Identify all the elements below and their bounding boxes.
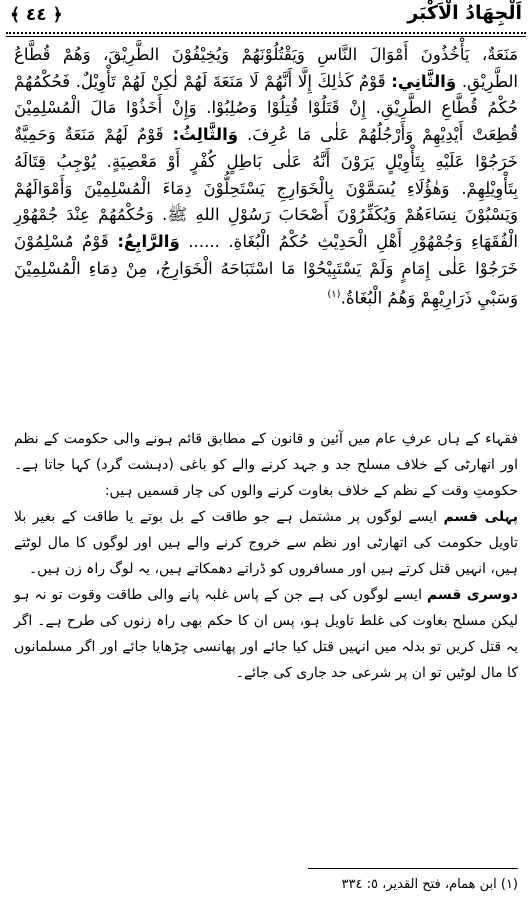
arabic-part-1: مَنَعَةٌ، يَأْخُذُونَ أَمْوَالَ النَّاسِ وَيَقْتُلُوْنَهُمْ وَيُخِيْفُوْنَ الطَّرِيْقَ، وَهُمْ قُطَّاعُ الطَّرِيْقِ. <box>14 45 518 91</box>
header-divider <box>6 32 526 34</box>
urdu-para3-text: ایسے لوگوں کی ہے جن کے پاس غلبہ پانے والی طاقت وقوت تو نہ ہو لیکن مسلح بغاوت کی غلط تاویل ہو، پس ان کا حکم بھی راہ زنوں کی طرح ہے۔ اگر یہ قتل کریں تو بدلہ میں انہیں قتل کیا جائے اور پھانسی چڑھایا جائے اور اگر مسلمانوں کا مال لوٹیں تو ان پر شرعی حد جاری کی جائے۔ <box>14 587 518 681</box>
urdu-paragraph-2 <box>14 504 518 582</box>
urdu-para2-text: ایسے لوگوں پر مشتمل ہے جو طاقت کے بل بوتے یا طاقت کے بغیر بلا تاویل حکومت کی اتھارٹی اور نظم سے خروج کرنے والے ہیں اور لوگوں کا مال لوٹتے ہیں، انہیں قتل کرتے ہیں اور مسافروں کو ڈراتے دھمکاتے ہیں، یہ لوگ راہ زن ہیں۔ <box>14 509 518 577</box>
footnote: (١) ابن همام، فتح القدير، ٥: ٣٣٤ <box>341 877 518 892</box>
page-number: ﴿ ٤٤ ﴾ <box>10 5 63 25</box>
urdu-para2-lead: پہلی قسم <box>443 509 519 525</box>
arabic-part-3: قَوْمٌ لَهُمْ مَنَعَةٌ وَحَمِيَّةٌ خَرَجُوْا عَلَيْهِ بِتَأْوِيْلٍ يَرَوْنَ أَنَّهُ عَلٰى بَاطِلٍ كُفْرٍ أَوْ مَعْصِيَةٍ. يُوْجِبُ قِتَالَهُ بِتَأْوِيْلِهِمْ. وَهٰؤُلَاءِ يُسَمَّوْنَ بِالْخَوَارِجِ يَسْتَحِلُّوْنَ دِمَاءَ الْمُسْلِمِيْنَ وَأَمْوَالَهُمْ وَيَسْبُوْنَ نِسَاءَهُمْ وَيُكَفِّرُوْنَ أَصْحَابَ رَسُوْلِ اللهِ ﷺ. وَحُكْمُهُمْ عِنْدَ جُمْهُوْرِ الْفُقَهَاءِ وَجُمْهُوْرِ أَهْلِ الْحَدِيْثِ حُكْمُ الْبُغَاةِ. ...... <box>14 125 519 251</box>
arabic-label-second: وَالثَّانِي: <box>391 71 457 91</box>
urdu-paragraph-1: فقہاء کے ہاں عرفِ عام میں آئین و قانون کے مطابق قائم ہونے والی حکومت کے نظم اور اتھارٹی کے خلاف مسلح جد و جہد کرنے والے کو باغی (دہشت گرد) کہا جاتا ہے۔ حکومتِ وقت کے نظم کے خلاف بغاوت کرنے والوں کی چار قسمیں ہیں: <box>14 431 518 499</box>
running-title: اَلْجِهَادُ الْاَكْبَر <box>407 2 522 24</box>
urdu-explanation <box>14 426 518 686</box>
arabic-label-fourth: وَالرَّابِعُ: <box>117 231 180 251</box>
urdu-paragraph-3 <box>14 582 518 686</box>
header-divider-line <box>6 36 526 37</box>
arabic-label-third: وَالثَّالِثُ: <box>172 125 239 145</box>
urdu-para3-lead: دوسری قسم <box>426 587 518 603</box>
arabic-quotation <box>14 42 518 313</box>
arabic-part-2: قَوْمٌ كَذٰلِكَ إِلَّا أَنَّهُمْ لَا مَنَعَةَ لَهُمْ لٰكِنْ لَهُمْ تَأْوِيْلٌ. فَحُكْمُهُمْ حُكْمُ قُطَّاعِ الطَّرِيْقِ. إِنْ قَتَلُوْا قُتِلُوْا وَصُلِبُوْا. وَإِنْ أَخَذُوْا مَالَ الْمُسْلِمِيْنَ قُطِعَتْ أَيْدِيْهِمْ وَأَرْجُلُهُمْ عَلٰى مَا عُرِفَ. <box>14 71 519 145</box>
page-header <box>0 0 532 34</box>
arabic-part-4: قَوْمٌ مُسْلِمُوْنَ خَرَجُوْا عَلٰى إِمَامٍ وَلَمْ يَسْتَبِيْحُوْا مَا اسْتَبَاحَهُ الْخَوَارِجُ، مِنْ دِمَاءِ الْمُسْلِمِيْنَ وَسَبْيِ ذَرَارِيْهِمْ وَهُمُ الْبُغَاةُ. <box>14 231 518 308</box>
footnote-marker: (١) <box>327 289 341 301</box>
footnote-divider <box>308 868 518 869</box>
